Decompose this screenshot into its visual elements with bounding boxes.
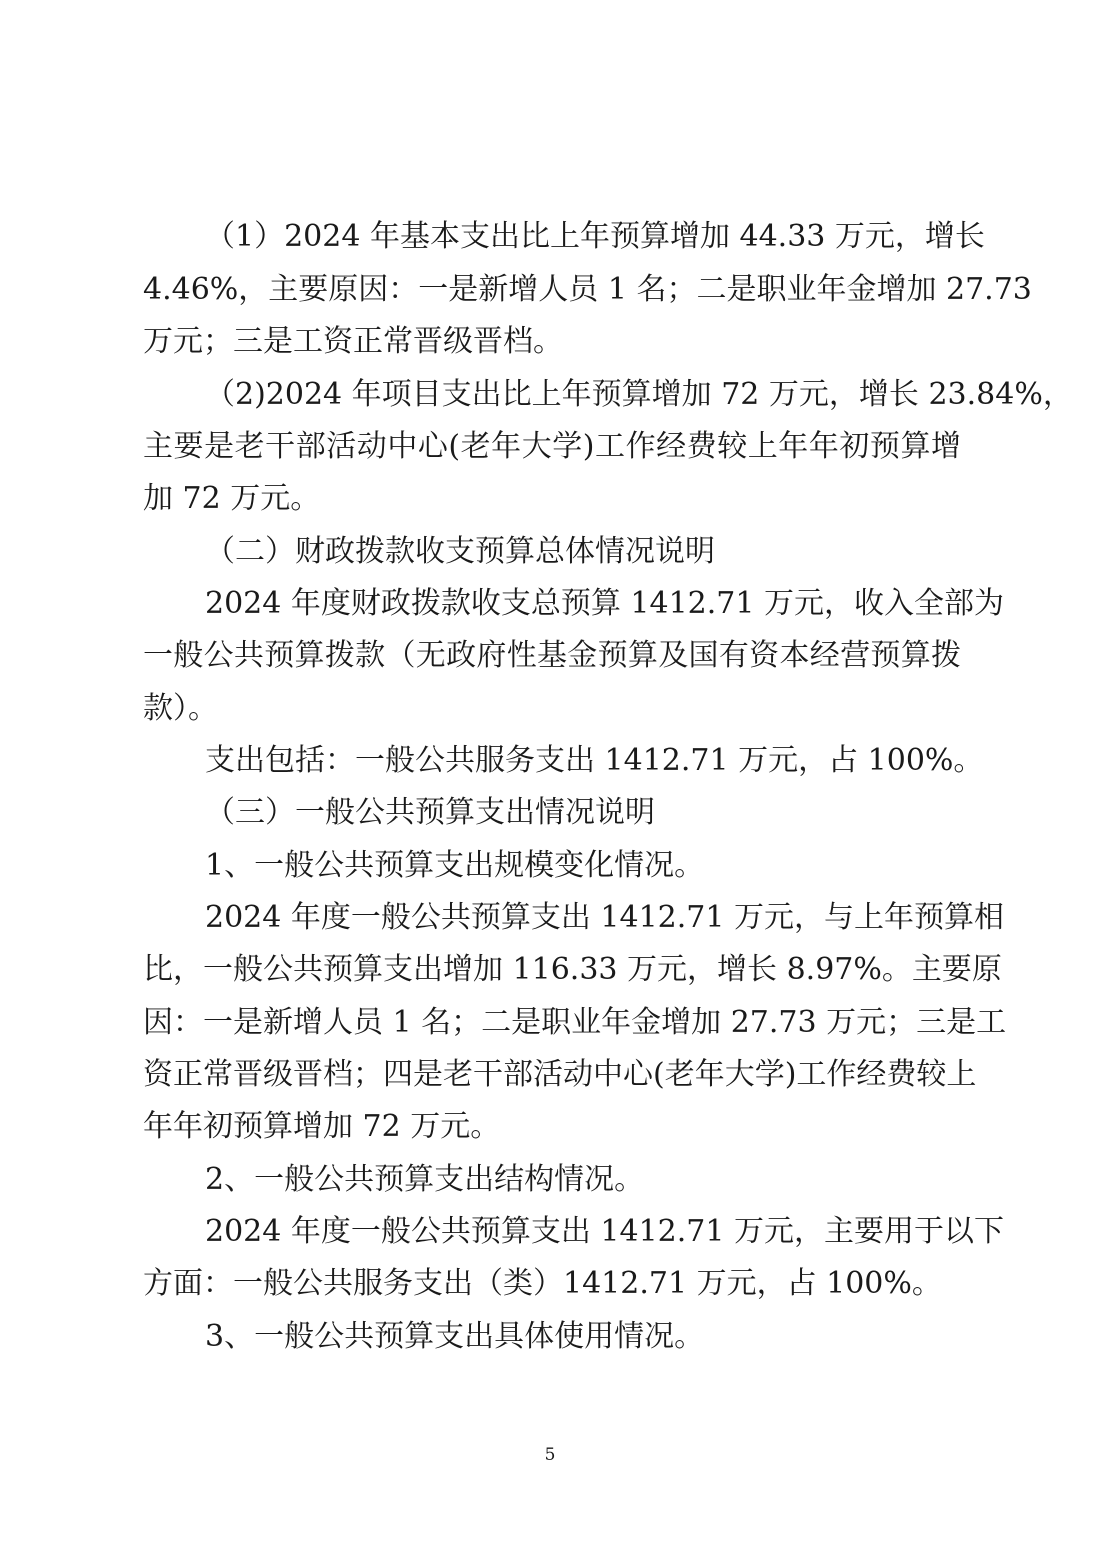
text-line-5: 主要是老干部活动中心(老年大学)工作经费较上年年初预算增 (143, 429, 961, 464)
subheading-1: 1、一般公共预算支出规模变化情况。 (205, 848, 705, 883)
text-line-8: 2024 年度财政拨款收支总预算 1412.71 万元，收入全部为 (205, 586, 1005, 621)
section-heading-2: （二）财政拨款收支预算总体情况说明 (205, 534, 715, 569)
text-line-18: 年年初预算增加 72 万元。 (143, 1109, 501, 1144)
text-line-9: 一般公共预算拨款（无政府性基金预算及国有资本经营预算拨 (143, 638, 961, 673)
text-line-14: 2024 年度一般公共预算支出 1412.71 万元，与上年预算相 (205, 900, 1005, 935)
text-line-20: 2024 年度一般公共预算支出 1412.71 万元，主要用于以下 (205, 1214, 1005, 1249)
subheading-3: 3、一般公共预算支出具体使用情况。 (205, 1319, 705, 1354)
text-line-17: 资正常晋级晋档；四是老干部活动中心(老年大学)工作经费较上 (143, 1057, 977, 1092)
text-line-16: 因：一是新增人员 1 名；二是职业年金增加 27.73 万元；三是工 (143, 1005, 1007, 1040)
text-line-15: 比，一般公共预算支出增加 116.33 万元，增长 8.97%。主要原 (143, 952, 1002, 987)
text-line-2: 4.46%，主要原因：一是新增人员 1 名；二是职业年金增加 27.73 (143, 272, 1032, 307)
text-line-21: 方面：一般公共服务支出（类）1412.71 万元，占 100%。 (143, 1266, 942, 1301)
section-heading-3: （三）一般公共预算支出情况说明 (205, 795, 655, 830)
text-line-3: 万元；三是工资正常晋级晋档。 (143, 324, 563, 359)
text-line-1: （1）2024 年基本支出比上年预算增加 44.33 万元，增长 (205, 219, 985, 254)
text-line-6: 加 72 万元。 (143, 481, 321, 516)
page-number: 5 (544, 1445, 556, 1465)
text-line-11: 支出包括：一般公共服务支出 1412.71 万元，占 100%。 (205, 743, 984, 778)
text-line-4: （2)2024 年项目支出比上年预算增加 72 万元，增长 23.84%， (205, 377, 1073, 412)
text-line-10: 款）。 (143, 691, 218, 726)
subheading-2: 2、一般公共预算支出结构情况。 (205, 1162, 645, 1197)
